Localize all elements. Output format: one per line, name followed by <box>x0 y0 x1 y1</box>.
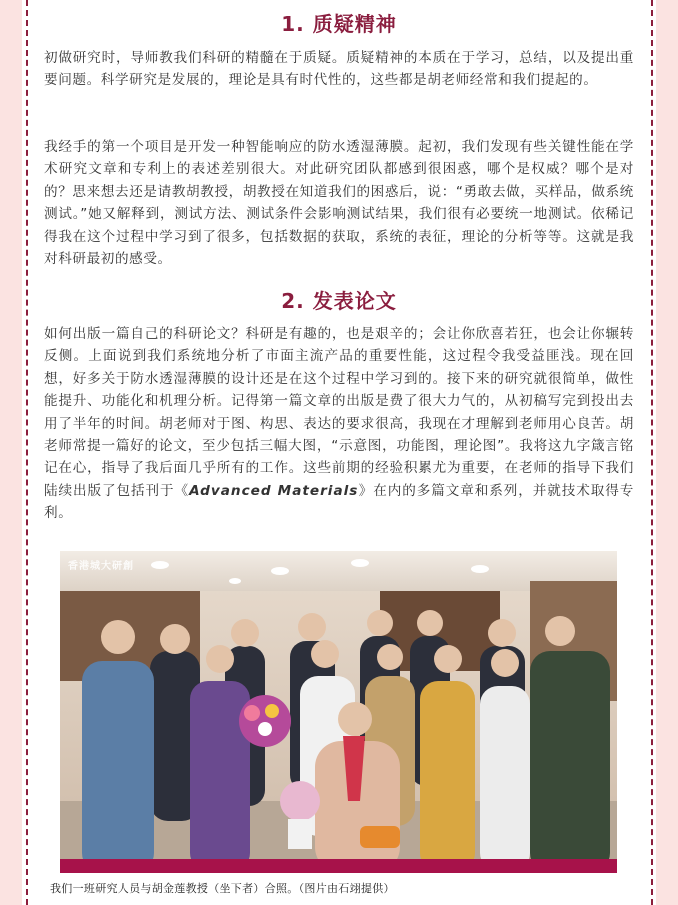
right-dashed-rule <box>651 0 653 905</box>
section2-paragraph <box>44 323 634 525</box>
section-heading-2-text: 2. 发表论文 <box>277 285 400 314</box>
photo-bottom-bar <box>60 859 617 873</box>
section1-paragraph-1: 初做研究时，导师教我们科研的精髓在于质疑。质疑精神的本质在于学习，总结，以及提出重要问题。科学研究是发展的，理论是具有时代性的，这些都是胡老师经常和我们提起的。 <box>44 50 634 89</box>
group-photo-illustration <box>60 551 617 873</box>
section-heading-1 <box>0 8 678 37</box>
section1-paragraph-2: 我经手的第一个项目是开发一种智能响应的防水透湿薄膜。起初，我们发现有些关键性能在学术研究文章和专利上的表述差别很大。对此研究团队都感到很困惑，哪个是权威？哪个是对的？思来想去还是请教胡教授，胡教授在知道我们的困惑后，说：“勇敢去做，买样品，做系统测试。”她又解释到，测试方法、测试条件会影响测试结果，我们很有必要统一地测试。依稀记得我在这个过程中学习到了很多，包括数据的获取，系统的表征，理论的分析等等。这就是我对科研最初的感受。 <box>44 139 634 268</box>
photo-watermark: 香港城大研創 <box>68 561 134 572</box>
photo-caption: 我们一班研究人员与胡金莲教授（坐下者）合照。（图片由石翊提供） <box>50 882 395 895</box>
section-heading-1-text: 1. 质疑精神 <box>277 8 400 37</box>
journal-name: Advanced Materials <box>189 482 359 499</box>
group-photo <box>60 551 617 873</box>
section2-text-before: 如何出版一篇自己的科研论文？科研是有趣的，也是艰辛的；会让你欣喜若狂，也会让你辗转反侧。上面说到我们系统地分析了市面主流产品的重要性能，这过程令我受益匪浅。现在回想，好多关于防水透湿薄膜的设计还是在这个过程中学习到的。接下来的研究就很简单，做性能提升、功能化和机理分析。记得第一篇文章的出版是费了很大力气的，从初稿写完到投出去用了半年的时间。胡老师对于图、构思、表达的要求很高，我现在才理解到老师用心良苦。胡老师常提一篇好的论文，至少包括三幅大图，“示意图，功能图，理论图”。我将这九字箴言铭记在心，指导了我后面几乎所有的工作。这些前期的经验积累尤为重要，在老师的指导下我们陆续出版了包括刊于《 <box>44 326 634 499</box>
section-heading-2 <box>0 285 678 314</box>
section2-text-after: 》在内的多篇文章和系列，并就技术取得专利。 <box>44 482 634 522</box>
left-dashed-rule <box>26 0 28 905</box>
